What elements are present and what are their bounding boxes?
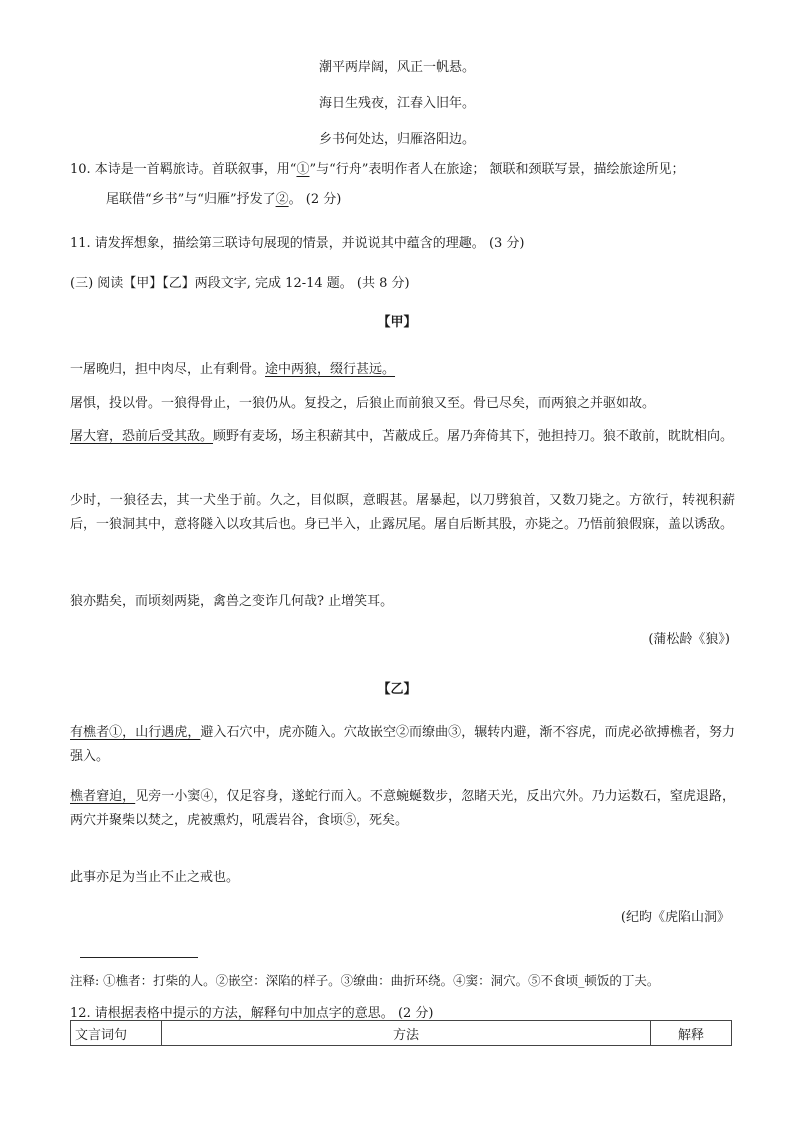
footnote-divider	[80, 957, 198, 958]
table-header-cell: 文言词句	[71, 1021, 162, 1046]
passage-text: 一屠晚归，担中肉尽，止有剩骨。	[70, 362, 266, 377]
section-3-intro: (三) 阅读【甲】【乙】两段文字, 完成 12-14 题。 (共 8 分)	[70, 276, 410, 291]
answer-table	[70, 1020, 732, 1046]
underlined-sentence: 途中两狼，缀行甚远。	[265, 362, 396, 377]
table-header-cell: 方法	[162, 1021, 651, 1046]
question-12: 12. 请根据表格中提示的方法，解释句中加点字的意思。 (2 分)	[70, 1006, 434, 1021]
underlined-sentence: 樵者窘迫，	[70, 789, 136, 804]
passage-jia-source: (蒲松龄《狼》)	[648, 632, 730, 647]
passage-jia-p2: 屠惧，投以骨。一狼得骨止，一狼仍从。复投之，后狼止而前狼又至。骨已尽矣，而两狼之并驱如故。	[70, 396, 656, 411]
footnotes: 注释: ①樵者：打柴的人。②嵌空：深陷的样子。③缭曲：曲折环绕。④窦：洞穴。⑤不食顷_顿饭的丁夫。	[70, 973, 660, 988]
passage-jia-p5: 狼亦黠矣，而顷刻两毙，禽兽之变诈几何哉? 止增笑耳。	[70, 594, 394, 609]
passage-yi-p3: 此事亦足为当止不止之戒也。	[70, 870, 240, 885]
passage-yi-p2	[70, 785, 735, 833]
question-10-text: 尾联借“乡书”与“归雁”抒发了	[106, 192, 276, 207]
poem-line-2: 海日生残夜，江春入旧年。	[318, 96, 475, 111]
table-header-row	[71, 1021, 732, 1046]
question-11: 11. 请发挥想象，描绘第三联诗句展现的情景，并说说其中蕴含的理趣。 (3 分)	[70, 236, 525, 251]
question-10-line-1	[70, 158, 685, 177]
underlined-sentence: 屠大窘，恐前后受其敌。	[70, 429, 214, 444]
question-10-blank-1[interactable]: ①	[296, 162, 310, 177]
passage-yi-title: 【乙】	[377, 682, 417, 697]
underlined-sentence: 有樵者①，山行遇虎，	[70, 725, 201, 740]
passage-yi-p1	[70, 721, 735, 769]
question-10-text: 10. 本诗是一首羁旅诗。首联叙事，用“	[70, 162, 297, 177]
question-10-line-2	[106, 188, 341, 207]
passage-jia-title: 【甲】	[377, 315, 417, 330]
passage-jia-p1	[70, 358, 735, 382]
table-header-cell: 解释	[651, 1021, 732, 1046]
passage-jia-p3	[70, 425, 735, 449]
passage-text: 顾野有麦场，场主积薪其中，苫蔽成丘。屠乃奔倚其下，弛担持刀。狼不敢前，眈眈相向。	[213, 429, 734, 444]
poem-line-1: 潮平两岸阔，风正一帆悬。	[318, 60, 475, 75]
passage-jia-p4: 少时，一狼径去，其一犬坐于前。久之，目似瞑，意暇甚。屠暴起，以刀劈狼首，又数刀毙之。方欲行，转视积薪后，一狼洞其中，意将隧入以攻其后也。身已半入，止露尻尾。屠自后断其股，亦毙之。乃悟前狼假寐，盖以诱敌。	[70, 493, 735, 532]
poem-line-3: 乡书何处达，归雁洛阳边。	[318, 132, 475, 147]
passage-text: 避入石穴中，虎亦随入。穴故嵌空②而缭曲③，辗转内避，渐不容虎，而虎必欲搏樵者，努力强入。	[70, 725, 735, 764]
passage-text: 见旁一小窦④，仅足容身，遂蛇行而入。不意蜿蜒数步，忽睹天光，反出穴外。乃力运数石，窒虎退路，两穴并聚柴以焚之，虎被熏灼，吼震岩谷，食顷⑤，死矣。	[70, 789, 735, 828]
question-10-text: ”与“行舟”表明作者人在旅途； 颔联和颈联写景，描绘旅途所见；	[309, 162, 685, 177]
question-10-text: 。 (2 分)	[288, 192, 342, 207]
question-10-blank-2[interactable]: ②	[275, 192, 289, 207]
passage-yi-source: (纪昀《虎陷山洞》	[620, 910, 730, 925]
